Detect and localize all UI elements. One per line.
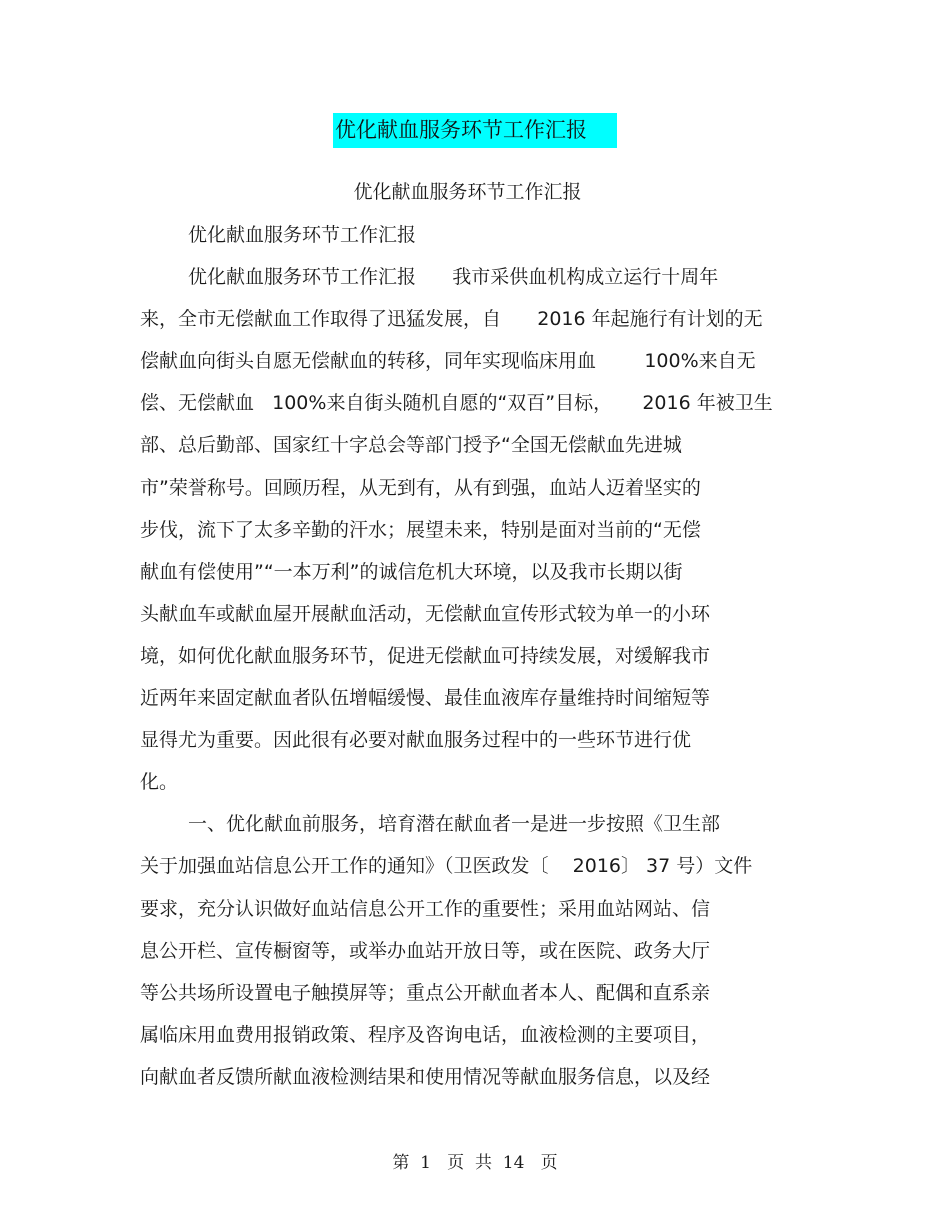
- document-title: 优化献血服务环节工作汇报: [333, 113, 617, 148]
- title-container: [0, 113, 950, 148]
- body-line: 部、总后勤部、国家红十字总会等部门授予“全国无偿献血先进城: [140, 434, 682, 457]
- body-line: 显得尤为重要。因此很有必要对献血服务过程中的一些环节进行优: [140, 729, 692, 752]
- body-line: 要求，充分认识做好血站信息公开工作的重要性；采用血站网站、信: [140, 897, 711, 920]
- body-line: 头献血车或献血屋开展献血活动，无偿献血宣传形式较为单一的小环: [140, 602, 711, 625]
- body-line: 等公共场所设置电子触摸屏等；重点公开献血者本人、配偶和直系亲: [140, 981, 711, 1004]
- body-line: 息公开栏、宣传橱窗等，或举办血站开放日等，或在医院、政务大厅: [140, 939, 711, 962]
- body-line: 境，如何优化献血服务环节，促进无偿献血可持续发展，对缓解我市: [140, 644, 711, 667]
- body-line: 来，全市无偿献血工作取得了迅猛发展，自 2016 年起施行有计划的无: [140, 308, 763, 331]
- body-line: 市”荣誉称号。回顾历程，从无到有，从有到强，血站人迈着坚实的: [140, 476, 701, 499]
- body-line: 一、优化献血前服务，培育潜在献血者一是进一步按照《卫生部: [188, 813, 721, 836]
- document-subtitle: 优化献血服务环节工作汇报: [353, 181, 582, 203]
- body-line: 关于加强血站信息公开工作的通知》（卫医政发〔 2016〕 37 号）文件: [140, 855, 753, 878]
- body-line: 献血有偿使用”“一本万利”的诚信危机大环境，以及我市长期以街: [140, 560, 683, 583]
- document-body: [140, 220, 820, 1104]
- body-line: 偿献血向街头自愿无偿献血的转移，同年实现临床用血 100%来自无: [140, 350, 756, 373]
- body-line: 近两年来固定献血者队伍增幅缓慢、最佳血液库存量维持时间缩短等: [140, 687, 711, 710]
- body-line: 化。: [140, 771, 179, 794]
- body-line: 优化献血服务环节工作汇报 我市采供血机构成立运行十周年: [188, 266, 719, 289]
- body-line: 偿、无偿献血 100%来自街头随机自愿的“双百”目标， 2016 年被卫生: [140, 392, 773, 415]
- body-line: 优化献血服务环节工作汇报: [188, 224, 417, 246]
- body-line: 属临床用血费用报销政策、程序及咨询电话，血液检测的主要项目，: [140, 1023, 711, 1046]
- body-line: 步伐，流下了太多辛勤的汗水；展望未来，特别是面对当前的“无偿: [140, 518, 701, 541]
- page-number-footer: 第 1 页 共 14 页: [392, 1153, 558, 1173]
- body-line: 向献血者反馈所献血液检测结果和使用情况等献血服务信息，以及经: [140, 1065, 711, 1088]
